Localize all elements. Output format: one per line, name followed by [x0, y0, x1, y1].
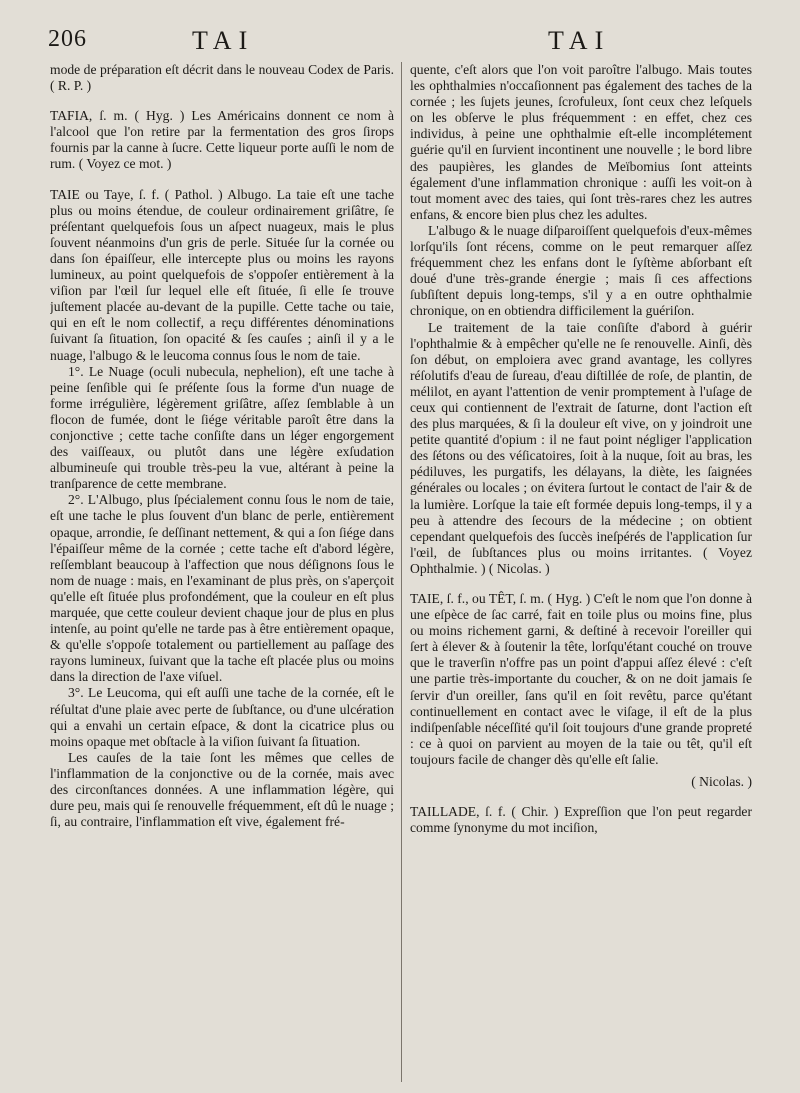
- left-column-paragraph: TAFIA, ſ. m. ( Hyg. ) Les Américains donnent ce nom à l'alcool que l'on retire par la fermentation des gros ſirops fournis par la canne à ſucre. Cette liqueur porte auſſi le nom de rum. ( Voyez ce mot. ): [50, 108, 394, 172]
- left-column-paragraph: 3°. Le Leucoma, qui eſt auſſi une tache de la cornée, eſt le réſultat d'une plaie avec perte de ſubſtance, ou d'une ulcération qui a envahi un certain eſpace, & dont la cicatrice plus ou moins opaque met obſtacle à la viſion ſuivant ſa ſituation.: [50, 685, 394, 749]
- column-divider: [401, 62, 402, 1082]
- left-column-paragraph: mode de préparation eſt décrit dans le nouveau Codex de Paris. ( R. P. ): [50, 62, 394, 94]
- right-column: [410, 62, 752, 1088]
- right-column-paragraph: ( Nicolas. ): [691, 774, 752, 790]
- left-column-paragraph: 2°. L'Albugo, plus ſpécialement connu ſous le nom de taie, eſt une tache le plus ſouvent d'un blanc de perle, entièrement opaque, arrondie, ſe deſſinant nettement, & qui a ſon ſiége dans l'épaiſſeur même de la cornée ; cette tache eſt d'abord légère, reſſemblant beaucoup à l'affection que nous déſignons ſous le nom de nuage : mais, en l'examinant de plus près, on s'aperçoit qu'elle eſt ſituée plus profondément, que la couleur en eſt plus marquée, que cette couleur devient chaque jour de plus en plus intenſe, au point qu'elle ne tarde pas à être entièrement opaque, & qu'elle s'oppoſe totalement ou partiellement au paſſage des rayons lumineux, ſuivant que la tache eſt placée plus ou moins dans la direction de l'axe viſuel.: [50, 492, 394, 685]
- right-column-paragraph: Le traitement de la taie conſiſte d'abord à guérir l'ophthalmie & à empêcher qu'elle ne ſe renouvelle. Ainſi, dès ſon début, on emploiera avec grand avantage, les collyres réſolutifs d'eau de ſureau, d'eau diſtillée de roſe, de plantin, de mélilot, en ayant l'attention de venir promptement à l'uſage de ceux qui contiennent de l'extrait de ſaturne, dont l'action eſt des plus marquées, & ſi la douleur eſt vive, on y joindroit une petite quantité d'opium : il ne faut point négliger l'application des ſétons ou des véſicatoires, ſoit à la nuque, ſoit au bras, les pédiluves, les purgatifs, les délayans, la diète, les ſaignées générales ou locales ; on évitera ſurtout le contact de l'air & de la lumière. Lorſque la taie eſt formée depuis long-temps, il y a peu à attendre des ſecours de la médecine ; on obtient cependant quelquefois des ſuccès ineſpérés de l'application ſur l'œil, de ſubſtances plus ou moins irritantes. ( Voyez Ophthalmie. ) ( Nicolas. ): [410, 319, 752, 576]
- running-head-right: TAI: [548, 26, 611, 55]
- left-column-paragraph: 1°. Le Nuage (oculi nubecula, nephelion), eſt une tache à peine ſenſible qui ſe préſente ſous la forme d'un nuage de forme irrégulière, légèrement griſâtre, aſſez ſemblable à un flocon de fumée, dont le ſiége véritable paroît être dans la conjonctive ; cette tache conſiſte dans un léger engorgement des vaiſſeaux, ou plutôt dans une légère exſudation albumineuſe qui trouble très-peu la vue, altérant à peine la tranſparence de cette membrane.: [50, 363, 394, 492]
- left-column-paragraph: TAIE ou Taye, ſ. f. ( Pathol. ) Albugo. La taie eſt une tache plus ou moins étendue, de couleur ordinairement griſâtre, ſe préſentant quelquefois ſous un aſpect nuageux, mais le plus ſouvent néanmoins d'un gris de perle. Située ſur la cornée ou dans ſon épaiſſeur, elle intercepte plus ou moins les rayons lumineux, au point quelquefois de s'oppoſer entièrement à la viſion par l'œil ſur lequel elle eſt ſituée, ſi elle ſe trouve juſtement placée au-devant de la pupille. Cette tache ou taie, qui en eſt le nom collectif, a reçu différentes dénominations ſuivant ſa ſituation, ſon opacité & ſes cauſes ; ainſi il y a le nuage, l'albugo & le leucoma connus ſous le nom de taie.: [50, 186, 394, 363]
- right-column-paragraph: TAIE, ſ. f., ou TÊT, ſ. m. ( Hyg. ) C'eſt le nom que l'on donne à une eſpèce de ſac carré, fait en toile plus ou moins fine, plus ou moins richement garni, & deſtiné à recevoir l'oreiller qui ſert à élever & à ſoutenir la tête, lorſqu'étant couché on trouve que le traverſin n'offre pas un point d'appui aſſez élevé : c'eſt une partie très-importante du coucher, & on ne doit jamais ſe ſervir d'un oreiller, ſans qu'il en ſoit revêtu, parce qu'étant continuellement en contact avec le viſage, il eſt de la plus indiſpenſable néceſſité qu'il ſoit toujours d'une grande propreté : ce à quoi on parvient au moyen de la taie ou têt, qu'il eſt toujours facile de changer dès qu'elle eſt ſalie.: [410, 591, 752, 767]
- right-column-paragraph: quente, c'eſt alors que l'on voit paroître l'albugo. Mais toutes les ophthalmies n'occaſionnent pas également des taches de la cornée ; les ſujets jeunes, ſcrofuleux, ſont ceux chez leſquels on les obſerve le plus fréquemment : en effet, chez ces individus, à peine une ophthalmie eſt-elle incomplétement guérie qu'il en ſurvient incontinent une nouvelle ; le bord libre des paupières, les glandes de Meïbomius ſont atteints également d'une inflammation chronique : auſſi les voit-on à tout moment avec des taies, qui ſont très-rares chez les autres enfans, & encore bien plus chez les adultes.: [410, 62, 752, 222]
- right-column-paragraph: TAILLADE, ſ. f. ( Chir. ) Expreſſion que l'on peut regarder comme ſynonyme du mot inciſion,: [410, 804, 752, 836]
- left-column: [50, 62, 394, 1088]
- page-header: [0, 26, 800, 60]
- page-number: 206: [48, 26, 87, 52]
- running-head-left: TAI: [192, 26, 255, 55]
- right-column-paragraph: L'albugo & le nuage diſparoiſſent quelquefois d'eux-mêmes lorſqu'ils ſont récens, comme on le peut remarquer aſſez fréquemment chez les enfans dont le ſyſtème abſorbant eſt doué d'une très-grande énergie ; mais ſi ces affections ſubſiſtent depuis long-temps, s'il y a en outre ophthalmie chronique, on en obtiendra difficilement la guériſon.: [410, 222, 752, 319]
- left-column-paragraph: Les cauſes de la taie ſont les mêmes que celles de l'inflammation de la conjonctive ou de la cornée, mais avec des circonſtances données. A une inflammation légère, qui dure peu, mais qui ſe renouvelle fréquemment, eſt dû le nuage ; ſi, au contraire, l'inflammation eſt vive, également fré-: [50, 749, 394, 830]
